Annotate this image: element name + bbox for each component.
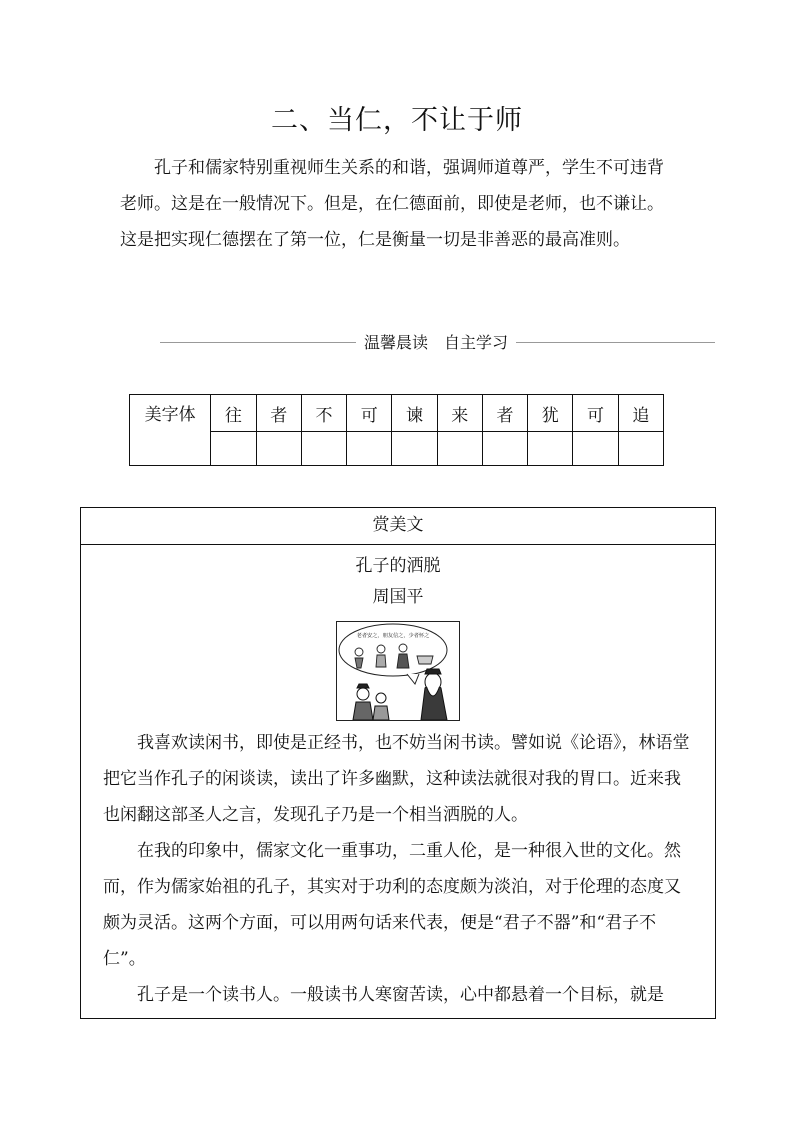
divider-line-left <box>160 342 356 343</box>
divider-line-right <box>516 342 715 343</box>
article-title: 孔子的洒脱 <box>355 556 441 576</box>
practice-char: 可 <box>347 395 392 432</box>
section-label: 温馨晨读 自主学习 <box>363 333 508 352</box>
practice-char: 者 <box>256 395 301 432</box>
intro-text: 孔子和儒家特别重视师生关系的和谐，强调师道尊严，学生不可违背老师。这是在一般情况下。但是，在仁德面前，即使是老师，也不谦让。这是把实现仁德摆在了第一位，仁是衡量一切是非善恶的最高准则。 <box>120 158 664 250</box>
practice-char-row <box>130 395 664 432</box>
reading-box <box>80 507 716 1019</box>
practice-char: 者 <box>482 395 527 432</box>
section-divider <box>160 330 715 354</box>
practice-char: 往 <box>211 395 256 432</box>
practice-label: 美字体 <box>130 395 211 466</box>
article-paragraph: 孔子是一个读书人。一般读书人寒窗苦读，心中都悬着一个目标，就是 <box>137 985 664 1005</box>
article-paragraph: 我喜欢读闲书，即使是正经书，也不妨当闲书读。譬如说《论语》，林语堂把它当作孔子的闲谈读，读出了许多幽默，这种读法就很对我的胃口。近来我也闲翻这部圣人之言，发现孔子乃是一个相当洒脱的人。 <box>103 733 690 825</box>
practice-blank-cell[interactable] <box>482 432 527 466</box>
article-paragraph: 在我的印象中，儒家文化一重事功，二重人伦，是一种很入世的文化。然而，作为儒家始祖的孔子，其实对于功利的态度颇为淡泊，对于伦理的态度又颇为灵活。这两个方面，可以用两句话来代表，便是“君子不器”和“君子不仁”。 <box>103 841 681 969</box>
practice-char: 犹 <box>528 395 573 432</box>
practice-blank-cell[interactable] <box>347 432 392 466</box>
practice-blank-cell[interactable] <box>301 432 346 466</box>
practice-blank-cell[interactable] <box>618 432 663 466</box>
reading-box-header: 赏美文 <box>81 508 715 545</box>
page-title: 二、当仁，不让于师 <box>271 105 523 136</box>
practice-char: 来 <box>437 395 482 432</box>
practice-blank-cell[interactable] <box>392 432 437 466</box>
illustration-caption: 老者安之，朋友信之，少者怀之 <box>356 633 430 639</box>
practice-blank-cell[interactable] <box>437 432 482 466</box>
article-author: 周国平 <box>372 587 424 607</box>
intro-paragraph <box>120 150 680 258</box>
practice-blank-cell[interactable] <box>256 432 301 466</box>
practice-char: 不 <box>301 395 346 432</box>
practice-blank-cell[interactable] <box>573 432 618 466</box>
practice-char: 可 <box>573 395 618 432</box>
practice-char: 追 <box>618 395 663 432</box>
practice-blank-cell[interactable] <box>211 432 256 466</box>
confucius-illustration <box>336 621 460 721</box>
practice-blank-cell[interactable] <box>528 432 573 466</box>
article-body <box>81 721 715 1013</box>
handwriting-practice-table <box>129 394 664 466</box>
illustration-drawing <box>337 622 459 720</box>
practice-char: 谏 <box>392 395 437 432</box>
